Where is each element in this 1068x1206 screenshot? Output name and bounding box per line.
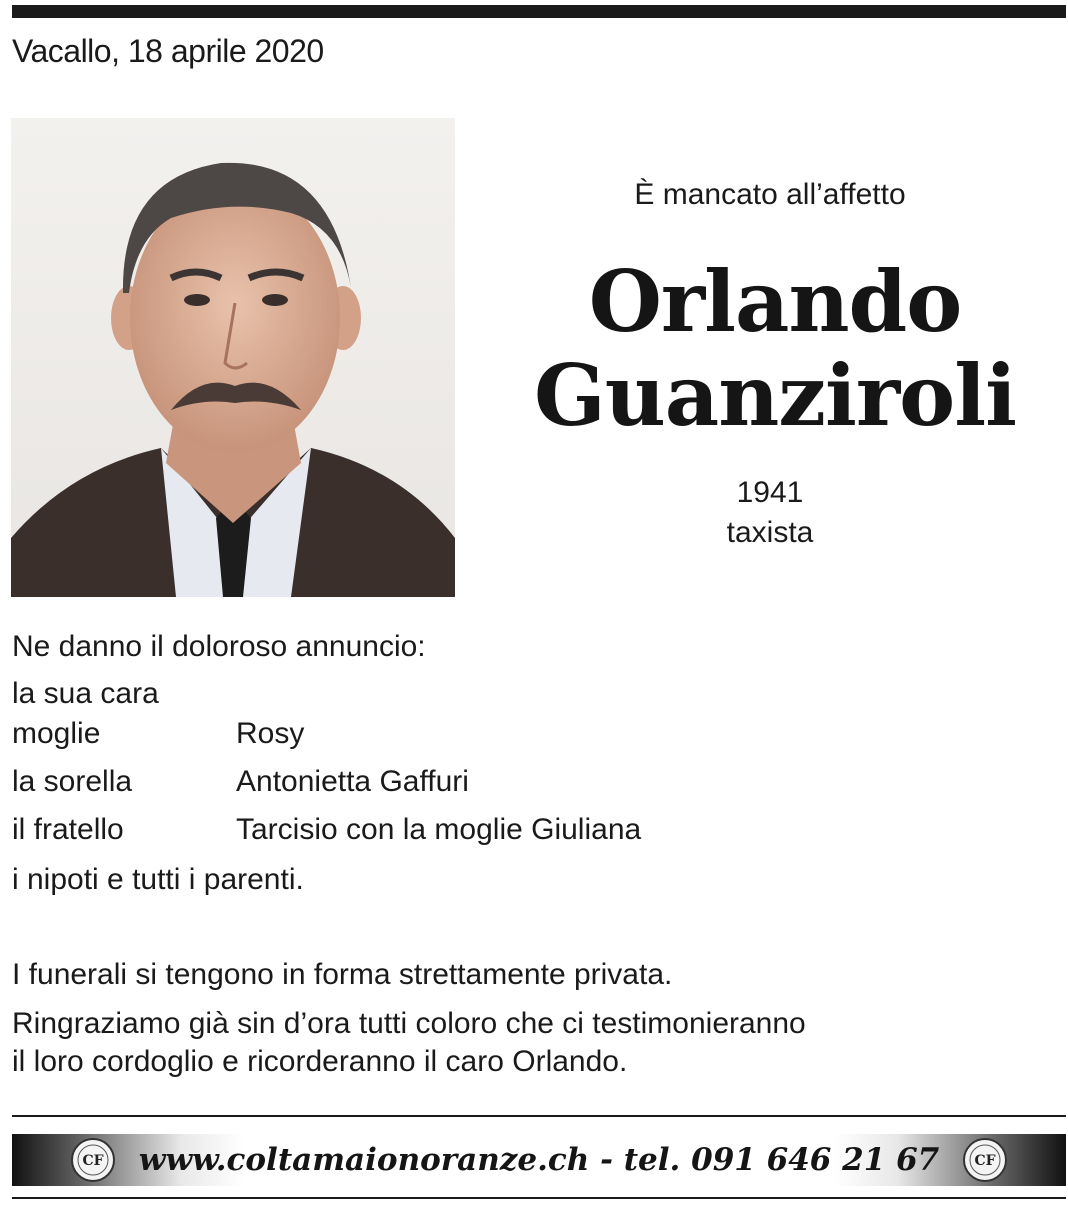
portrait-photo [11,118,455,597]
relative-relation: la sorella [12,765,133,798]
footer-banner [12,1134,1066,1186]
footer-rule-top [12,1115,1066,1117]
intro-text: È mancato all’affetto [634,178,906,211]
birth-year: 1941 [736,476,804,509]
profession: taxista [726,516,814,549]
first-name: Orlando [588,252,962,351]
svg-text:CF: CF [974,1153,996,1169]
announcement-closing: i nipoti e tutti i parenti. [12,863,304,896]
top-rule [12,5,1066,18]
deceased-name [490,252,1060,445]
announcement-line-pre: la sua cara [12,677,159,710]
funeral-home-seal-icon [962,1137,1008,1183]
date-line: Vacallo, 18 aprile 2020 [12,33,324,69]
contact-line[interactable]: www.coltamaionoranze.ch - tel. 091 646 21 67 [138,1142,940,1178]
announcement-heading: Ne danno il doloroso annuncio: [12,630,426,663]
footer-rule-bottom [12,1197,1066,1199]
thanks-line-2: il loro cordoglio e ricorderanno il caro Orlando. [12,1045,628,1078]
thanks-line-1: Ringraziamo già sin d’ora tutti coloro che ci testimonieranno [12,1007,806,1040]
relative-name: Rosy [236,717,305,750]
relative-relation: moglie [12,717,101,750]
relative-name: Antonietta Gaffuri [236,765,469,798]
funeral-notice: I funerali si tengono in forma strettamente privata. [12,958,673,991]
svg-text:CF: CF [82,1153,104,1169]
relative-name: Tarcisio con la moglie Giuliana [236,813,642,846]
last-name: Guanziroli [533,346,1017,445]
relative-relation: il fratello [12,813,124,846]
